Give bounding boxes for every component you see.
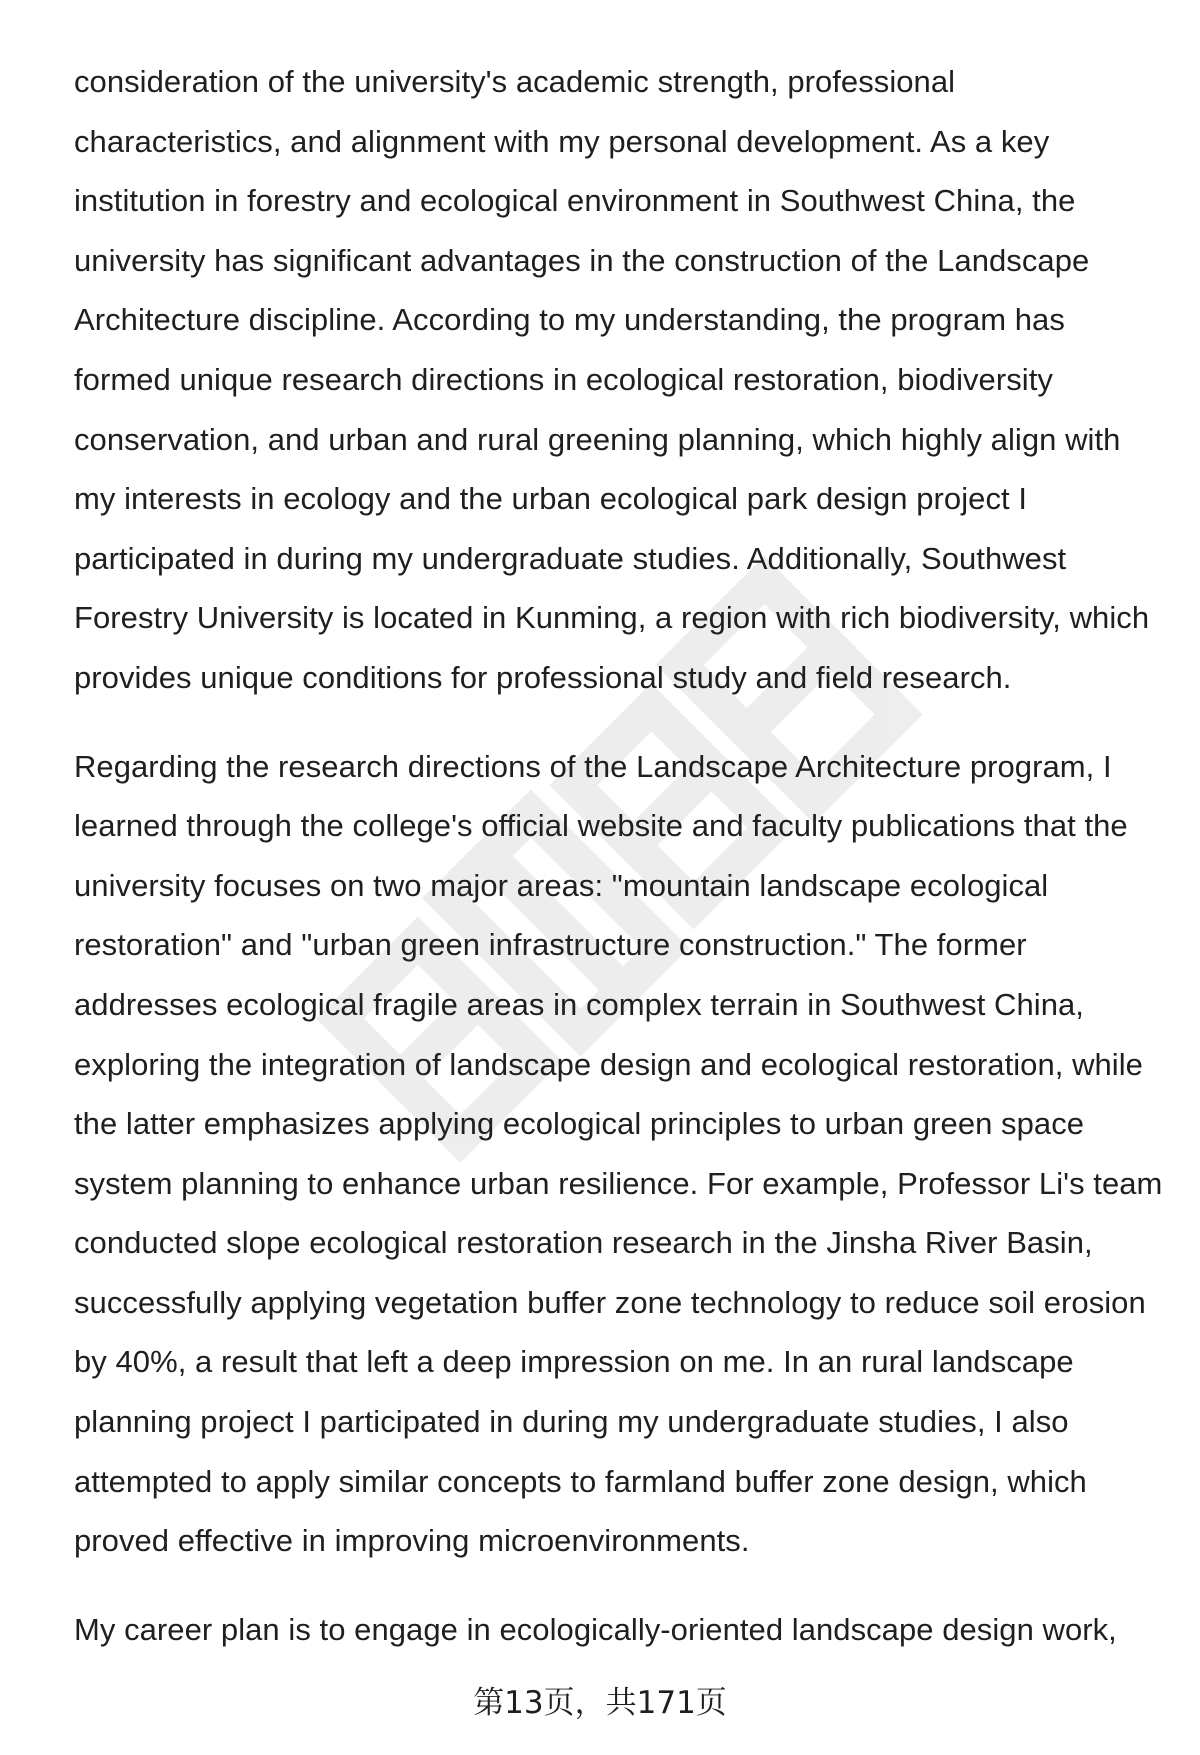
document-body xyxy=(74,52,1170,1659)
paragraph-2: Regarding the research directions of the Landscape Architecture program, I learned through the college's official website and faculty publications that the university focuses on two major areas: "mountain landscape ecological restoration" and "urban green infrastructure construction." The former addresses ecological fragile areas in complex terrain in Southwest China, exploring the integration of landscape design and ecological restoration, while the latter emphasizes applying ecological principles to urban green space system planning to enhance urban resilience. For example, Professor Li's team conducted slope ecological restoration research in the Jinsha River Basin, successfully applying vegetation buffer zone technology to reduce soil erosion by 40%, a result that left a deep impression on me. In an rural landscape planning project I participated in during my undergraduate studies, I also attempted to apply similar concepts to farmland buffer zone design, which proved effective in improving microenvironments. xyxy=(74,748,1163,1559)
paragraph-3: My career plan is to engage in ecologically-oriented landscape design work, xyxy=(74,1611,1117,1647)
page-number-footer: 第13页，共171页 xyxy=(473,1685,727,1721)
paragraph-1: consideration of the university's academic strength, professional characteristics, and alignment with my personal development. As a key institution in forestry and ecological environment in Southwest China, the university has significant advantages in the construction of the Landscape Architecture discipline. According to my understanding, the program has formed unique research directions in ecological restoration, biodiversity conservation, and urban and rural greening planning, which highly align with my interests in ecology and the urban ecological park design project I participated in during my undergraduate studies. Additionally, Southwest Forestry University is located in Kunming, a region with rich biodiversity, which provides unique conditions for professional study and field research. xyxy=(74,64,1150,695)
